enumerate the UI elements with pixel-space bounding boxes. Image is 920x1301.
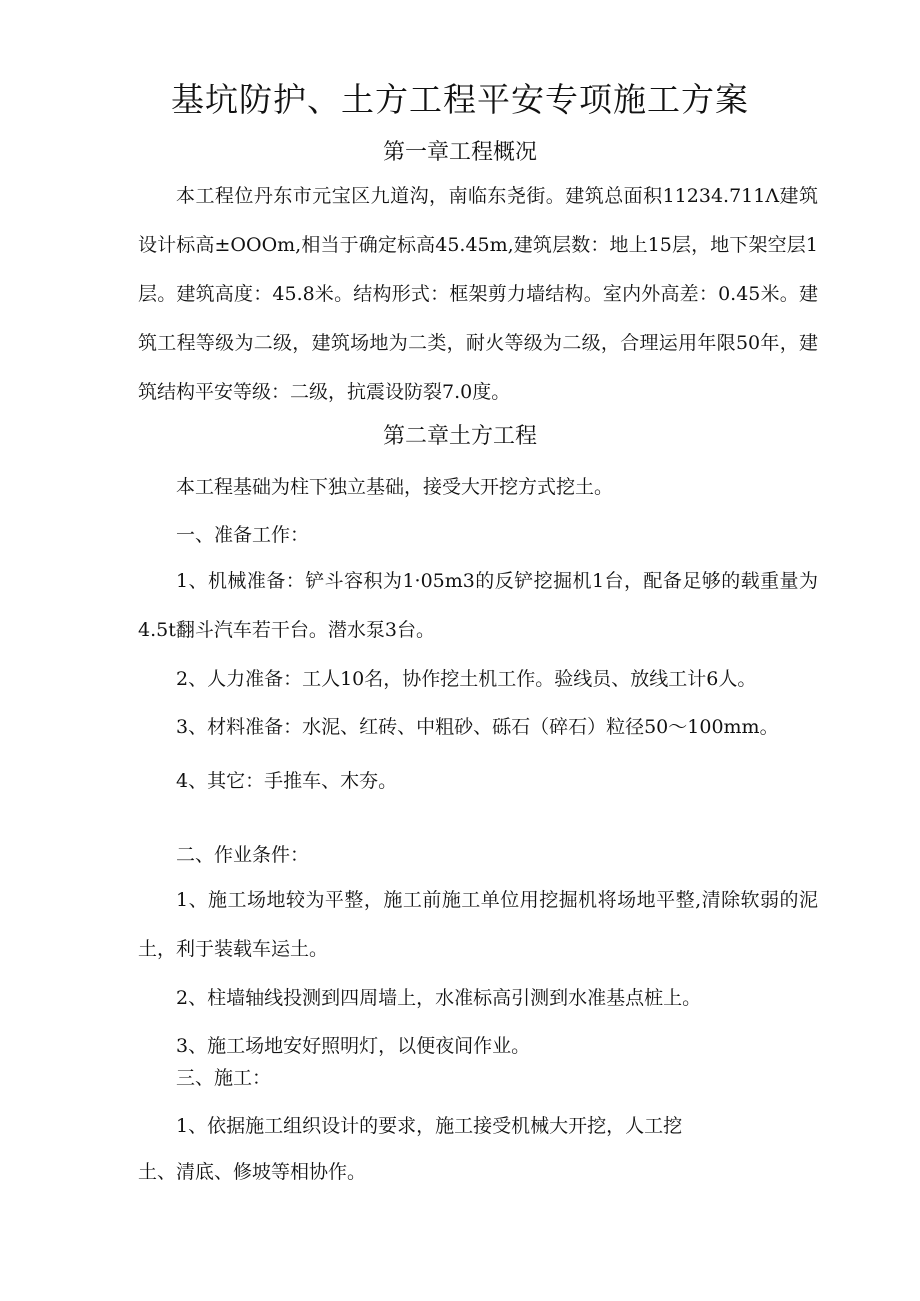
section3-item1-line2: 土、清底、修坡等相协作。	[138, 1161, 367, 1183]
chapter1-paragraph: 本工程位丹东市元宝区九道沟，南临东尧街。建筑总面积11234.711Λ建筑设计标高±OOOm,相当于确定标高45.45m,建筑层数：地上15层，地下架空层1层。建筑高度：45.8米。结构形式：框架剪力墙结构。室内外高差：0.45米。建筑工程等级为二级，建筑场地为二类，耐火等级为二级，合理运用年限50年，建筑结构平安等级：二级，抗震设防裂7.0度。	[138, 185, 818, 403]
section2-item3: 3、施工场地安好照明灯，以便夜间作业。	[176, 1035, 531, 1057]
section1-item4: 4、其它：手推车、木夯。	[176, 770, 398, 792]
section2-heading: 二、作业条件：	[176, 844, 310, 866]
section2-item1: 1、施工场地较为平整，施工前施工单位用挖掘机将场地平整,清除软弱的泥土，利于装载车运土。	[138, 889, 818, 960]
section1-item1: 1、机械准备：铲斗容积为1·05m3的反铲挖掘机1台，配备足够的载重量为4.5t翻斗汽车若干台。潜水泵3台。	[138, 570, 818, 641]
section1-item2: 2、人力准备：工人10名，协作挖土机工作。验线员、放线工计6人。	[176, 668, 757, 690]
section1-item3: 3、材料准备：水泥、红砖、中粗砂、砾石（碎石）粒径50～100mm。	[176, 716, 779, 738]
section3-item1-line1: 1、依据施工组织设计的要求，施工接受机械大开挖，人工挖	[176, 1115, 683, 1137]
chapter2-heading: 第二章土方工程	[382, 424, 537, 449]
document-title: 基坑防护、土方工程平安专项施工方案	[171, 80, 749, 119]
chapter1-heading: 第一章工程概况	[382, 140, 537, 165]
section1-heading: 一、准备工作：	[176, 524, 310, 546]
chapter2-intro: 本工程基础为柱下独立基础，接受大开挖方式挖土。	[176, 476, 614, 498]
section3-heading: 三、施工：	[176, 1067, 272, 1089]
section2-item2: 2、柱墙轴线投测到四周墙上，水准标高引测到水准基点桩上。	[176, 987, 702, 1009]
